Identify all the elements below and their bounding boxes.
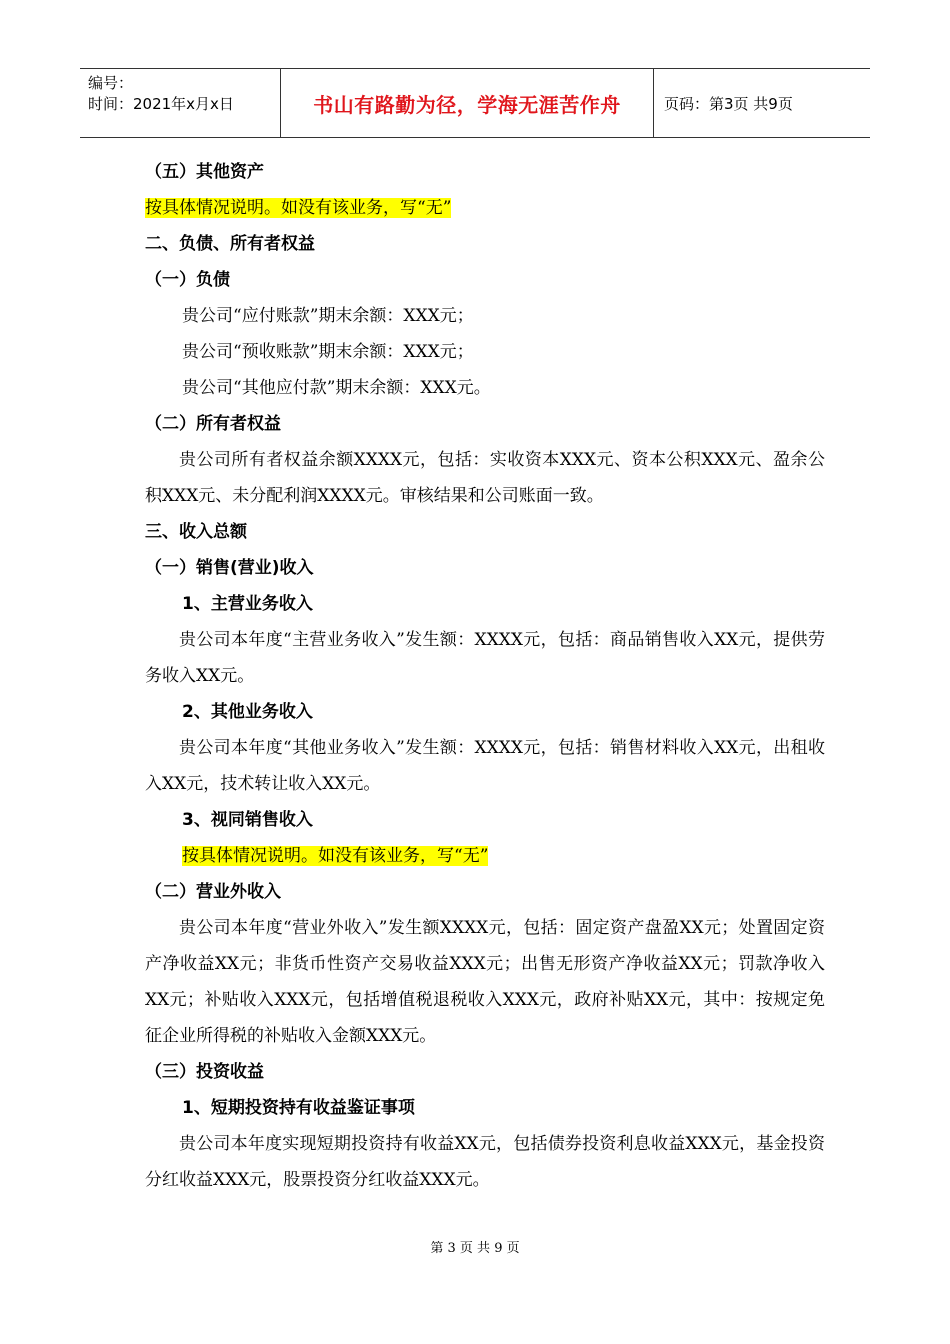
highlight-note: 按具体情况说明。如没有该业务，写“无” — [182, 846, 489, 866]
text-accounts-payable: 贵公司“应付账款”期末余额：XXX元； — [182, 306, 474, 326]
heading-other-assets: （五）其他资产 — [145, 162, 264, 182]
heading-investment-income: （三）投资收益 — [145, 1062, 264, 1082]
section-heading-income: 三、收入总额 — [145, 522, 247, 542]
heading-non-operating-income: （二）营业外收入 — [145, 882, 281, 902]
heading-sales-revenue: （一）销售(营业)收入 — [145, 558, 314, 578]
header-page-info: 页码：第3页 共9页 — [664, 94, 793, 113]
page-footer: 第 3 页 共 9 页 — [430, 1241, 520, 1256]
paragraph-non-operating-income: 贵公司本年度“营业外收入”发生额XXXX元，包括：固定资产盘盈XX元；处置固定资产净收益XX元；非货币性资产交易收益XXX元；出售无形资产净收益XX元；罚款净收入XX元；补贴收入XXX元，包括增值税退税收入XXX元，政府补贴XX元，其中：按规定免征企业所得税的补贴收入金额XXX元。 — [145, 918, 825, 1046]
heading-main-business: 1、主营业务收入 — [182, 594, 313, 614]
heading-other-business: 2、其他业务收入 — [182, 702, 313, 722]
heading-owners-equity: （二）所有者权益 — [145, 414, 281, 434]
section-heading-liabilities-equity: 二、负债、所有者权益 — [145, 234, 315, 254]
paragraph-equity: 贵公司所有者权益余额XXXX元，包括：实收资本XXX元、资本公积XXX元、盈余公积XXX元、未分配利润XXXX元。审核结果和公司账面一致。 — [145, 450, 825, 506]
date-label: 时间：2021年x月x日 — [88, 95, 234, 113]
paragraph-main-business: 贵公司本年度“主营业务收入”发生额：XXXX元，包括：商品销售收入XX元，提供劳务收入XX元。 — [145, 630, 825, 686]
heading-deemed-sales: 3、视同销售收入 — [182, 810, 313, 830]
paragraph-other-business: 贵公司本年度“其他业务收入”发生额：XXXX元，包括：销售材料收入XX元，出租收入XX元，技术转让收入XX元。 — [145, 738, 825, 794]
number-label: 编号： — [88, 74, 134, 92]
paragraph-short-term-investment: 贵公司本年度实现短期投资持有收益XX元，包括债券投资利息收益XXX元，基金投资分红收益XXX元，股票投资分红收益XXX元。 — [145, 1134, 825, 1190]
heading-liabilities: （一）负债 — [145, 270, 230, 290]
text-other-payables: 贵公司“其他应付款”期末余额：XXX元。 — [182, 378, 491, 398]
document-body — [145, 154, 825, 1198]
text-advance-receipts: 贵公司“预收账款”期末余额：XXX元； — [182, 342, 474, 362]
heading-short-term-investment: 1、短期投资持有收益鉴证事项 — [182, 1098, 415, 1118]
header-left-cell — [80, 69, 281, 137]
header-motto: 书山有路勤为径，学海无涯苦作舟 — [281, 69, 654, 137]
highlight-note: 按具体情况说明。如没有该业务，写“无” — [145, 198, 452, 218]
document-header — [80, 68, 870, 138]
